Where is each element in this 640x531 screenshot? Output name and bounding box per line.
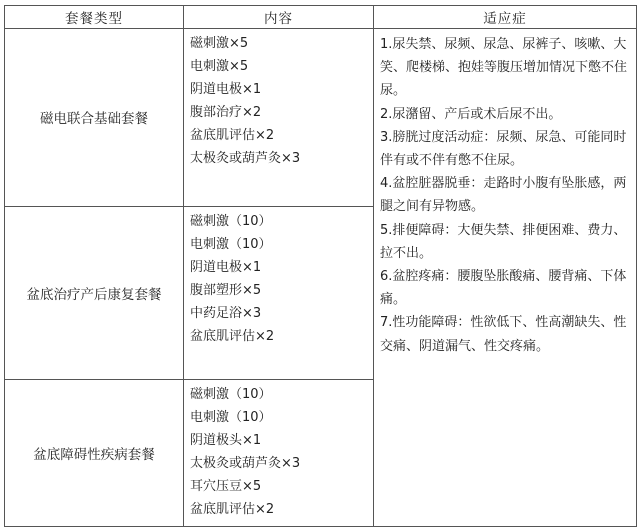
package-items [184,206,374,380]
indication-item: 5.排便障碍：大便失禁、排便困难、费力、拉不出。 [380,222,627,261]
package-item: 腹部治疗×2 [190,105,262,120]
package-item: 耳穴压豆×5 [190,479,262,495]
package-items [184,380,374,527]
package-item: 盆底肌评估×2 [190,328,275,344]
package-item: 太极灸或葫芦灸×3 [190,151,301,166]
indication-item: 3.膀胱过度活动症：尿频、尿急、可能同时伴有或不伴有憋不住尿。 [380,129,627,169]
package-table [4,5,637,527]
header-indications: 适应症 [374,6,637,29]
indication-item: 1.尿失禁、尿频、尿急、尿裤子、咳嗽、大笑、爬楼梯、抱娃等腹压增加情况下憋不住尿。 [380,37,628,99]
package-item: 磁刺激×5 [190,36,249,51]
package-row [5,29,637,207]
package-item: 中药足浴×3 [190,305,262,321]
header-package-type: 套餐类型 [5,6,184,29]
package-item: 阴道极头×1 [190,433,262,449]
package-item: 太极灸或葫芦灸×3 [190,456,301,472]
package-item: 磁刺激（10） [190,213,272,229]
indication-item: 4.盆腔脏器脱垂：走路时小腹有坠胀感，两腿之间有异物感。 [380,176,627,215]
package-item: 电刺激（10） [190,236,272,252]
indications-cell [374,29,637,527]
package-item: 腹部塑形×5 [190,282,262,298]
package-item: 阴道电极×1 [190,82,262,97]
indication-item: 6.盆腔疼痛：腰腹坠胀酸痛、腰背痛、下体痛。 [380,269,627,308]
header-row [5,6,637,29]
package-item: 阴道电极×1 [190,259,262,275]
package-item: 磁刺激（10） [190,387,272,403]
package-items [184,29,374,207]
indication-item: 7.性功能障碍：性欲低下、性高潮缺失、性交痛、阴道漏气、性交疼痛。 [380,315,627,354]
package-item: 盆底肌评估×2 [190,128,275,143]
package-item: 盆底肌评估×2 [190,502,275,518]
header-content: 内容 [184,6,374,29]
package-name: 盆底障碍性疾病套餐 [5,380,184,527]
package-item: 电刺激×5 [190,59,249,74]
package-name: 盆底治疗产后康复套餐 [5,206,184,380]
indication-item: 2.尿潴留、产后或术后尿不出。 [380,106,562,122]
package-name: 磁电联合基础套餐 [5,29,184,207]
package-item: 电刺激（10） [190,410,272,426]
